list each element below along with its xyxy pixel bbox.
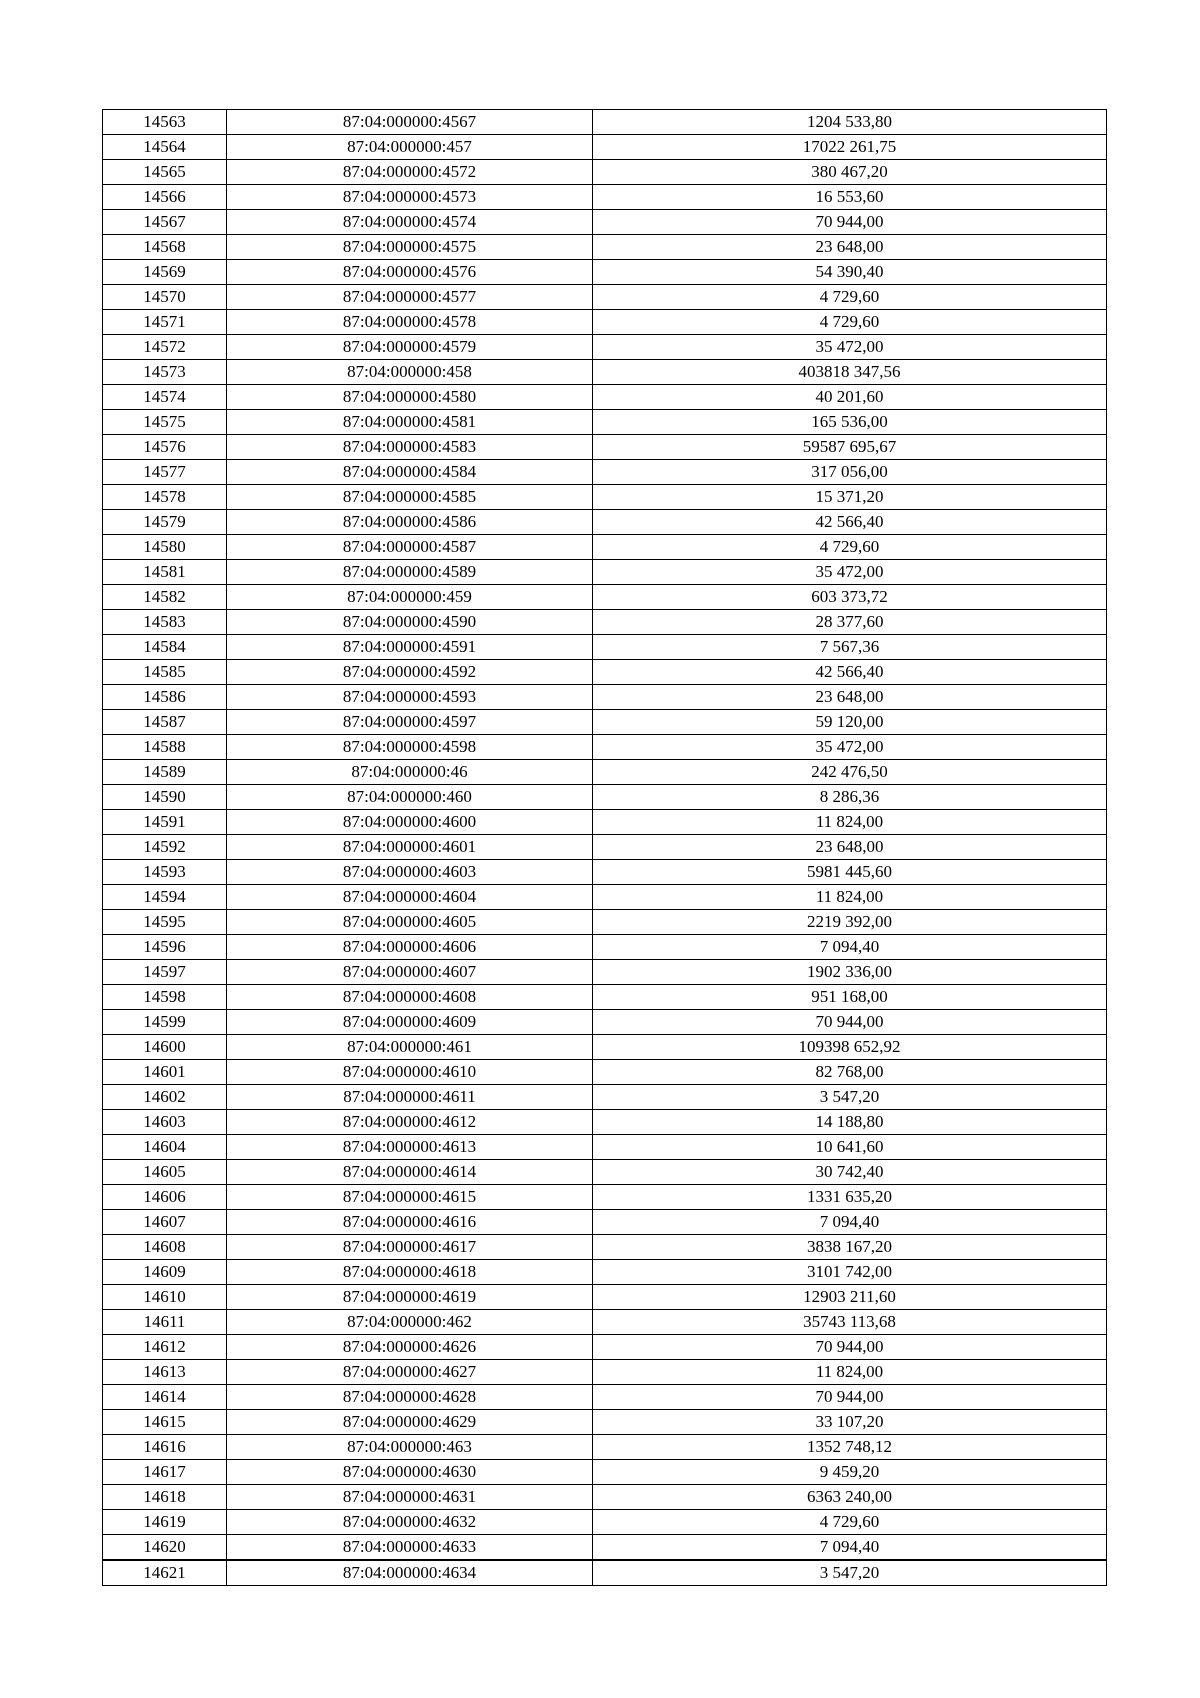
row-number-cell: 14616 <box>103 1435 227 1460</box>
table-row <box>103 335 1107 360</box>
table-row <box>103 285 1107 310</box>
cadastral-value-cell: 30 742,40 <box>593 1160 1107 1185</box>
row-number-cell: 14577 <box>103 460 227 485</box>
cadastral-value-cell: 242 476,50 <box>593 760 1107 785</box>
cadastral-number-cell: 87:04:000000:4575 <box>227 235 593 260</box>
row-number-cell: 14594 <box>103 885 227 910</box>
cadastral-number-cell: 87:04:000000:46 <box>227 760 593 785</box>
table-row <box>103 510 1107 535</box>
cadastral-value-cell: 11 824,00 <box>593 885 1107 910</box>
cadastral-value-cell: 10 641,60 <box>593 1135 1107 1160</box>
cadastral-value-cell: 7 567,36 <box>593 635 1107 660</box>
row-number-cell: 14564 <box>103 135 227 160</box>
cadastral-value-cell: 4 729,60 <box>593 535 1107 560</box>
cadastral-value-cell: 7 094,40 <box>593 1210 1107 1235</box>
cadastral-value-cell: 12903 211,60 <box>593 1285 1107 1310</box>
cadastral-value-cell: 403818 347,56 <box>593 360 1107 385</box>
cadastral-value-cell: 23 648,00 <box>593 235 1107 260</box>
row-number-cell: 14612 <box>103 1335 227 1360</box>
table-row <box>103 1010 1107 1035</box>
table-row <box>103 310 1107 335</box>
row-number-cell: 14582 <box>103 585 227 610</box>
cadastral-value-table <box>102 109 1107 1586</box>
row-number-cell: 14620 <box>103 1535 227 1561</box>
cadastral-number-cell: 87:04:000000:4584 <box>227 460 593 485</box>
cadastral-number-cell: 87:04:000000:4617 <box>227 1235 593 1260</box>
cadastral-number-cell: 87:04:000000:4580 <box>227 385 593 410</box>
cadastral-value-cell: 14 188,80 <box>593 1110 1107 1135</box>
cadastral-value-cell: 54 390,40 <box>593 260 1107 285</box>
cadastral-value-cell: 8 286,36 <box>593 785 1107 810</box>
cadastral-number-cell: 87:04:000000:4587 <box>227 535 593 560</box>
row-number-cell: 14574 <box>103 385 227 410</box>
cadastral-value-cell: 6363 240,00 <box>593 1485 1107 1510</box>
cadastral-number-cell: 87:04:000000:4630 <box>227 1460 593 1485</box>
cadastral-number-cell: 87:04:000000:4606 <box>227 935 593 960</box>
row-number-cell: 14601 <box>103 1060 227 1085</box>
table-row <box>103 485 1107 510</box>
table-row <box>103 960 1107 985</box>
row-number-cell: 14567 <box>103 210 227 235</box>
cadastral-number-cell: 87:04:000000:4612 <box>227 1110 593 1135</box>
table-row <box>103 1535 1107 1561</box>
table-row <box>103 585 1107 610</box>
table-row <box>103 810 1107 835</box>
table-row <box>103 1135 1107 1160</box>
cadastral-number-cell: 87:04:000000:462 <box>227 1310 593 1335</box>
cadastral-number-cell: 87:04:000000:4627 <box>227 1360 593 1385</box>
row-number-cell: 14600 <box>103 1035 227 1060</box>
cadastral-value-cell: 603 373,72 <box>593 585 1107 610</box>
cadastral-value-cell: 109398 652,92 <box>593 1035 1107 1060</box>
row-number-cell: 14563 <box>103 110 227 135</box>
cadastral-number-cell: 87:04:000000:4601 <box>227 835 593 860</box>
row-number-cell: 14599 <box>103 1010 227 1035</box>
row-number-cell: 14588 <box>103 735 227 760</box>
cadastral-value-cell: 7 094,40 <box>593 935 1107 960</box>
row-number-cell: 14584 <box>103 635 227 660</box>
cadastral-value-cell: 82 768,00 <box>593 1060 1107 1085</box>
cadastral-number-cell: 87:04:000000:4611 <box>227 1085 593 1110</box>
table-row <box>103 110 1107 135</box>
cadastral-value-cell: 3838 167,20 <box>593 1235 1107 1260</box>
row-number-cell: 14609 <box>103 1260 227 1285</box>
table-row <box>103 210 1107 235</box>
row-number-cell: 14596 <box>103 935 227 960</box>
cadastral-value-cell: 165 536,00 <box>593 410 1107 435</box>
cadastral-number-cell: 87:04:000000:460 <box>227 785 593 810</box>
cadastral-value-cell: 35 472,00 <box>593 335 1107 360</box>
cadastral-number-cell: 87:04:000000:4610 <box>227 1060 593 1085</box>
cadastral-number-cell: 87:04:000000:4581 <box>227 410 593 435</box>
cadastral-number-cell: 87:04:000000:461 <box>227 1035 593 1060</box>
cadastral-value-cell: 380 467,20 <box>593 160 1107 185</box>
table-row <box>103 1110 1107 1135</box>
cadastral-number-cell: 87:04:000000:4589 <box>227 560 593 585</box>
table-body <box>103 110 1107 1586</box>
cadastral-value-cell: 1352 748,12 <box>593 1435 1107 1460</box>
cadastral-number-cell: 87:04:000000:4634 <box>227 1560 593 1586</box>
cadastral-value-cell: 23 648,00 <box>593 685 1107 710</box>
row-number-cell: 14621 <box>103 1560 227 1586</box>
row-number-cell: 14586 <box>103 685 227 710</box>
table-row <box>103 1460 1107 1485</box>
table-row <box>103 260 1107 285</box>
table-row <box>103 535 1107 560</box>
table-row <box>103 835 1107 860</box>
cadastral-value-cell: 42 566,40 <box>593 510 1107 535</box>
cadastral-number-cell: 87:04:000000:4628 <box>227 1385 593 1410</box>
cadastral-value-cell: 59587 695,67 <box>593 435 1107 460</box>
row-number-cell: 14618 <box>103 1485 227 1510</box>
cadastral-value-cell: 3101 742,00 <box>593 1260 1107 1285</box>
table-row <box>103 460 1107 485</box>
cadastral-number-cell: 87:04:000000:4576 <box>227 260 593 285</box>
row-number-cell: 14581 <box>103 560 227 585</box>
cadastral-number-cell: 87:04:000000:4579 <box>227 335 593 360</box>
row-number-cell: 14566 <box>103 185 227 210</box>
cadastral-number-cell: 87:04:000000:4600 <box>227 810 593 835</box>
row-number-cell: 14575 <box>103 410 227 435</box>
cadastral-number-cell: 87:04:000000:4631 <box>227 1485 593 1510</box>
table-row <box>103 885 1107 910</box>
cadastral-value-cell: 4 729,60 <box>593 310 1107 335</box>
cadastral-number-cell: 87:04:000000:458 <box>227 360 593 385</box>
row-number-cell: 14611 <box>103 1310 227 1335</box>
cadastral-number-cell: 87:04:000000:4583 <box>227 435 593 460</box>
row-number-cell: 14602 <box>103 1085 227 1110</box>
cadastral-value-cell: 15 371,20 <box>593 485 1107 510</box>
row-number-cell: 14580 <box>103 535 227 560</box>
row-number-cell: 14570 <box>103 285 227 310</box>
table-row <box>103 410 1107 435</box>
row-number-cell: 14592 <box>103 835 227 860</box>
cadastral-number-cell: 87:04:000000:4616 <box>227 1210 593 1235</box>
table-row <box>103 1560 1107 1586</box>
cadastral-value-cell: 11 824,00 <box>593 1360 1107 1385</box>
row-number-cell: 14579 <box>103 510 227 535</box>
row-number-cell: 14585 <box>103 660 227 685</box>
cadastral-number-cell: 87:04:000000:457 <box>227 135 593 160</box>
table-row <box>103 1160 1107 1185</box>
cadastral-value-cell: 35 472,00 <box>593 560 1107 585</box>
table-row <box>103 135 1107 160</box>
table-row <box>103 760 1107 785</box>
cadastral-number-cell: 87:04:000000:4597 <box>227 710 593 735</box>
cadastral-number-cell: 87:04:000000:4619 <box>227 1285 593 1310</box>
cadastral-value-cell: 16 553,60 <box>593 185 1107 210</box>
cadastral-number-cell: 87:04:000000:459 <box>227 585 593 610</box>
table-row <box>103 1310 1107 1335</box>
cadastral-value-cell: 7 094,40 <box>593 1535 1107 1561</box>
row-number-cell: 14576 <box>103 435 227 460</box>
row-number-cell: 14591 <box>103 810 227 835</box>
row-number-cell: 14593 <box>103 860 227 885</box>
cadastral-value-cell: 1331 635,20 <box>593 1185 1107 1210</box>
cadastral-number-cell: 87:04:000000:4586 <box>227 510 593 535</box>
cadastral-value-cell: 42 566,40 <box>593 660 1107 685</box>
table-row <box>103 1060 1107 1085</box>
cadastral-value-cell: 17022 261,75 <box>593 135 1107 160</box>
row-number-cell: 14607 <box>103 1210 227 1235</box>
cadastral-number-cell: 87:04:000000:4609 <box>227 1010 593 1035</box>
cadastral-number-cell: 87:04:000000:4603 <box>227 860 593 885</box>
cadastral-value-cell: 59 120,00 <box>593 710 1107 735</box>
row-number-cell: 14589 <box>103 760 227 785</box>
table-row <box>103 435 1107 460</box>
cadastral-value-cell: 11 824,00 <box>593 810 1107 835</box>
row-number-cell: 14604 <box>103 1135 227 1160</box>
row-number-cell: 14590 <box>103 785 227 810</box>
cadastral-number-cell: 87:04:000000:4573 <box>227 185 593 210</box>
cadastral-number-cell: 87:04:000000:4633 <box>227 1535 593 1561</box>
table-row <box>103 1335 1107 1360</box>
cadastral-number-cell: 87:04:000000:4614 <box>227 1160 593 1185</box>
row-number-cell: 14619 <box>103 1510 227 1535</box>
cadastral-number-cell: 87:04:000000:4572 <box>227 160 593 185</box>
cadastral-value-cell: 4 729,60 <box>593 285 1107 310</box>
cadastral-number-cell: 87:04:000000:4567 <box>227 110 593 135</box>
cadastral-number-cell: 87:04:000000:4605 <box>227 910 593 935</box>
row-number-cell: 14572 <box>103 335 227 360</box>
cadastral-number-cell: 87:04:000000:4618 <box>227 1260 593 1285</box>
row-number-cell: 14617 <box>103 1460 227 1485</box>
table-row <box>103 1410 1107 1435</box>
table-row <box>103 360 1107 385</box>
cadastral-number-cell: 87:04:000000:4593 <box>227 685 593 710</box>
table-row <box>103 935 1107 960</box>
table-row <box>103 1385 1107 1410</box>
table-row <box>103 1285 1107 1310</box>
table-row <box>103 635 1107 660</box>
table-row <box>103 1360 1107 1385</box>
cadastral-value-cell: 28 377,60 <box>593 610 1107 635</box>
cadastral-value-cell: 23 648,00 <box>593 835 1107 860</box>
cadastral-value-cell: 2219 392,00 <box>593 910 1107 935</box>
cadastral-value-cell: 9 459,20 <box>593 1460 1107 1485</box>
cadastral-value-cell: 317 056,00 <box>593 460 1107 485</box>
cadastral-number-cell: 87:04:000000:4608 <box>227 985 593 1010</box>
cadastral-value-cell: 35 472,00 <box>593 735 1107 760</box>
cadastral-value-cell: 3 547,20 <box>593 1560 1107 1586</box>
table-row <box>103 560 1107 585</box>
table-row <box>103 1510 1107 1535</box>
table-row <box>103 185 1107 210</box>
cadastral-value-cell: 3 547,20 <box>593 1085 1107 1110</box>
cadastral-number-cell: 87:04:000000:4629 <box>227 1410 593 1435</box>
cadastral-number-cell: 87:04:000000:463 <box>227 1435 593 1460</box>
cadastral-number-cell: 87:04:000000:4632 <box>227 1510 593 1535</box>
row-number-cell: 14614 <box>103 1385 227 1410</box>
row-number-cell: 14606 <box>103 1185 227 1210</box>
cadastral-value-cell: 70 944,00 <box>593 210 1107 235</box>
table-row <box>103 735 1107 760</box>
cadastral-value-cell: 70 944,00 <box>593 1010 1107 1035</box>
cadastral-value-cell: 1204 533,80 <box>593 110 1107 135</box>
table-row <box>103 1485 1107 1510</box>
table-row <box>103 660 1107 685</box>
row-number-cell: 14583 <box>103 610 227 635</box>
row-number-cell: 14587 <box>103 710 227 735</box>
table-row <box>103 785 1107 810</box>
row-number-cell: 14569 <box>103 260 227 285</box>
cadastral-value-cell: 4 729,60 <box>593 1510 1107 1535</box>
table-row <box>103 1435 1107 1460</box>
table-row <box>103 1210 1107 1235</box>
table-row <box>103 1185 1107 1210</box>
cadastral-number-cell: 87:04:000000:4613 <box>227 1135 593 1160</box>
table-row <box>103 235 1107 260</box>
cadastral-value-cell: 40 201,60 <box>593 385 1107 410</box>
cadastral-number-cell: 87:04:000000:4598 <box>227 735 593 760</box>
table-row <box>103 610 1107 635</box>
table-row <box>103 985 1107 1010</box>
row-number-cell: 14565 <box>103 160 227 185</box>
row-number-cell: 14578 <box>103 485 227 510</box>
cadastral-value-cell: 35743 113,68 <box>593 1310 1107 1335</box>
row-number-cell: 14571 <box>103 310 227 335</box>
row-number-cell: 14608 <box>103 1235 227 1260</box>
cadastral-number-cell: 87:04:000000:4590 <box>227 610 593 635</box>
cadastral-value-cell: 70 944,00 <box>593 1385 1107 1410</box>
row-number-cell: 14615 <box>103 1410 227 1435</box>
cadastral-number-cell: 87:04:000000:4577 <box>227 285 593 310</box>
table-row <box>103 1035 1107 1060</box>
row-number-cell: 14598 <box>103 985 227 1010</box>
cadastral-value-cell: 70 944,00 <box>593 1335 1107 1360</box>
cadastral-number-cell: 87:04:000000:4604 <box>227 885 593 910</box>
cadastral-number-cell: 87:04:000000:4607 <box>227 960 593 985</box>
row-number-cell: 14605 <box>103 1160 227 1185</box>
cadastral-number-cell: 87:04:000000:4578 <box>227 310 593 335</box>
table-row <box>103 1085 1107 1110</box>
cadastral-number-cell: 87:04:000000:4591 <box>227 635 593 660</box>
cadastral-value-cell: 5981 445,60 <box>593 860 1107 885</box>
row-number-cell: 14573 <box>103 360 227 385</box>
cadastral-value-cell: 951 168,00 <box>593 985 1107 1010</box>
cadastral-number-cell: 87:04:000000:4585 <box>227 485 593 510</box>
table-row <box>103 385 1107 410</box>
cadastral-number-cell: 87:04:000000:4626 <box>227 1335 593 1360</box>
table-row <box>103 160 1107 185</box>
cadastral-number-cell: 87:04:000000:4592 <box>227 660 593 685</box>
table-row <box>103 860 1107 885</box>
table-row <box>103 910 1107 935</box>
cadastral-value-cell: 1902 336,00 <box>593 960 1107 985</box>
table-row <box>103 685 1107 710</box>
table-row <box>103 1235 1107 1260</box>
cadastral-value-cell: 33 107,20 <box>593 1410 1107 1435</box>
row-number-cell: 14597 <box>103 960 227 985</box>
row-number-cell: 14613 <box>103 1360 227 1385</box>
row-number-cell: 14603 <box>103 1110 227 1135</box>
table-row <box>103 1260 1107 1285</box>
cadastral-number-cell: 87:04:000000:4615 <box>227 1185 593 1210</box>
row-number-cell: 14610 <box>103 1285 227 1310</box>
row-number-cell: 14568 <box>103 235 227 260</box>
row-number-cell: 14595 <box>103 910 227 935</box>
cadastral-number-cell: 87:04:000000:4574 <box>227 210 593 235</box>
table-row <box>103 710 1107 735</box>
